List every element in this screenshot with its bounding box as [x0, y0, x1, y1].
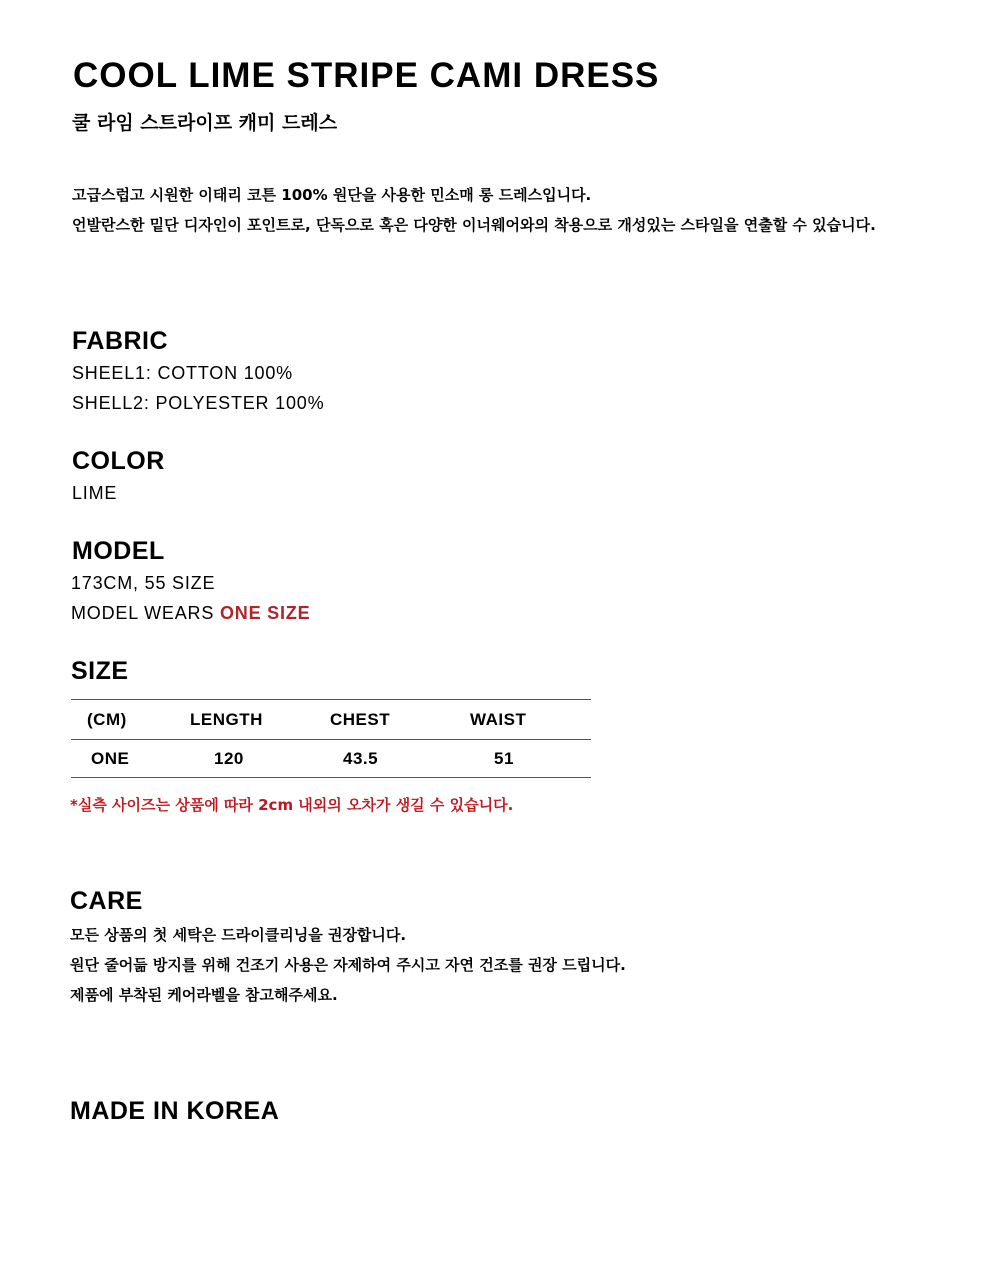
size-table — [71, 699, 591, 778]
fabric-line-1: SHEEL1: COTTON 100% — [72, 363, 293, 383]
description-line-1: 고급스럽고 시원한 이태리 코튼 100% 원단을 사용한 민소매 롱 드레스입니다. — [72, 186, 592, 204]
model-wears-size: ONE SIZE — [219, 603, 311, 623]
size-table-header-cell: LENGTH — [190, 709, 263, 729]
size-table-header-cell: (CM) — [87, 709, 127, 729]
size-table-header-cell: WAIST — [470, 709, 527, 729]
made-in-label: MADE IN KOREA — [70, 1097, 280, 1125]
size-table-cell: ONE — [91, 748, 130, 768]
care-line-2: 원단 줄어듦 방지를 위해 건조기 사용은 자제하여 주시고 자연 건조를 권장 드립니다. — [70, 956, 626, 974]
description-line-2: 언발란스한 밑단 디자인이 포인트로, 단독으로 혹은 다양한 이너웨어와의 착용으로 개성있는 스타일을 연출할 수 있습니다. — [72, 216, 876, 234]
color-value: LIME — [72, 483, 118, 503]
size-table-header — [71, 700, 591, 740]
size-table-cell: 43.5 — [343, 748, 379, 768]
fabric-heading: FABRIC — [72, 327, 169, 355]
care-heading: CARE — [70, 887, 143, 915]
fabric-line-2: SHELL2: POLYESTER 100% — [72, 393, 325, 413]
product-title: COOL LIME STRIPE CAMI DRESS — [73, 56, 660, 95]
model-wears — [71, 603, 310, 624]
size-table-cell: 120 — [214, 748, 244, 768]
size-table-cell: 51 — [494, 748, 514, 768]
color-heading: COLOR — [72, 447, 165, 475]
size-note: *실측 사이즈는 상품에 따라 2cm 내외의 오차가 생길 수 있습니다. — [70, 796, 514, 814]
care-line-1: 모든 상품의 첫 세탁은 드라이클리닝을 권장합니다. — [70, 926, 407, 944]
model-wears-label: MODEL WEARS — [71, 603, 215, 623]
size-table-header-cell: CHEST — [330, 709, 391, 729]
model-heading: MODEL — [72, 537, 165, 565]
table-row — [71, 740, 591, 778]
size-heading: SIZE — [71, 657, 129, 685]
care-line-3: 제품에 부착된 케어라벨을 참고해주세요. — [70, 986, 338, 1004]
product-subtitle: 쿨 라임 스트라이프 캐미 드레스 — [72, 112, 338, 134]
model-stats: 173CM, 55 SIZE — [71, 573, 216, 593]
